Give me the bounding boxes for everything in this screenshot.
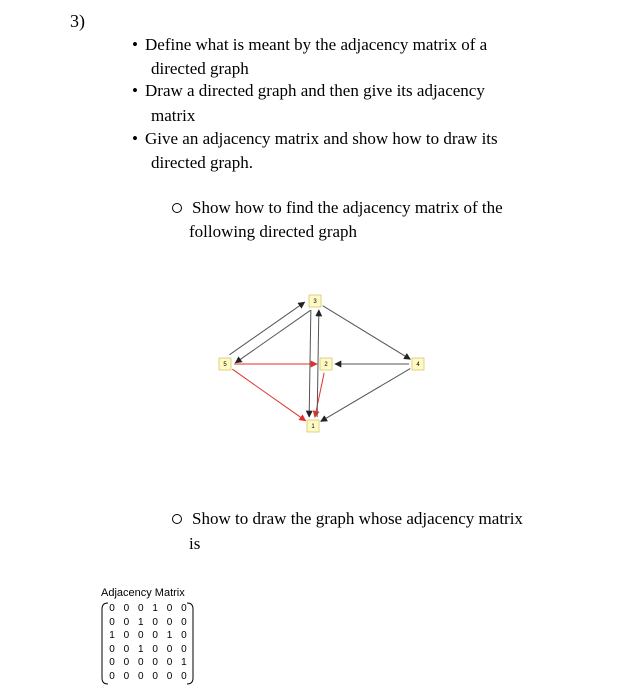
graph-edge-4-to-1 [321,369,411,422]
matrix-cell: 0 [181,670,187,682]
matrix-cell: 0 [181,603,187,614]
matrix-cell: 0 [166,643,173,655]
graph-node-5 [219,358,231,370]
matrix-row [106,657,190,669]
matrix-cell: 0 [166,657,173,668]
matrix-cell: 1 [181,657,187,668]
matrix-cell: 0 [109,616,115,628]
matrix-cell: 0 [181,630,187,641]
matrix-cell: 0 [181,616,187,628]
graph-edge-5-to-1 [232,369,305,421]
matrix-cell: 1 [138,643,144,655]
graph-node-3 [309,295,321,307]
graph-node-label: 4 [416,362,420,368]
matrix-cell: 0 [123,603,130,614]
matrix-row [106,671,190,683]
matrix-cell: 0 [152,643,158,655]
matrix-row [106,644,190,656]
matrix-cell: 0 [123,616,130,628]
adjacency-matrix [101,601,194,686]
matrix-cell: 0 [166,616,173,628]
question-number: 3) [70,11,85,31]
graph-node-label: 1 [311,424,315,430]
matrix-row [106,630,190,642]
matrix-cell: 0 [152,630,158,641]
graph-node-label: 3 [313,299,317,305]
graph-node-2 [320,358,332,370]
graph-node-1 [307,420,319,432]
subtask-1-line-1: Show how to find the adjacency matrix of the [192,198,503,217]
subtask-2-line-1: Show to draw the graph whose adjacency matrix [192,509,523,528]
graph-edge-5-to-3 [229,302,304,355]
matrix-row [106,603,190,615]
matrix-row [106,617,190,629]
bullet-1-line-1: Define what is meant by the adjacency matrix of a [145,35,488,54]
bullet-2-line-1: Draw a directed graph and then give its adjacency [145,81,485,100]
bullet-2-line-2: matrix [151,106,196,125]
matrix-cell: 0 [166,603,173,614]
bullet-dot: • [132,129,138,148]
bullet-3-line-1: Give an adjacency matrix and show how to draw its [145,129,498,148]
matrix-cell: 0 [138,670,144,682]
matrix-cell: 0 [123,630,130,641]
matrix-cell: 0 [109,643,115,655]
matrix-cell: 0 [181,643,187,655]
bullet-dot: • [132,81,138,100]
matrix-cell: 0 [109,670,115,682]
matrix-cell: 0 [138,603,144,614]
matrix-cell: 0 [152,657,158,668]
subtask-1-line-2: following directed graph [189,222,358,241]
subtask-2-line-2: is [189,534,201,553]
matrix-cell: 1 [138,616,144,628]
graph-node-4 [412,358,424,370]
graph-node-label: 2 [324,362,328,368]
graph-edge-3-to-4 [323,306,411,360]
matrix-cell: 0 [138,630,144,641]
bullet-dot: • [132,35,138,54]
matrix-cell: 0 [123,657,130,668]
matrix-cell: 0 [109,603,115,614]
graph-edge-2-to-1 [315,373,324,417]
matrix-cell: 0 [152,670,158,682]
adjacency-matrix-title: Adjacency Matrix [101,587,185,599]
matrix-cell: 0 [166,670,173,682]
graph-edge-3-to-5 [235,310,310,363]
matrix-cell: 0 [123,670,130,682]
bullet-3-line-2: directed graph. [151,153,253,172]
matrix-cell: 0 [109,657,115,668]
graph-node-label: 5 [223,362,227,368]
matrix-cell: 0 [152,616,158,628]
matrix-cell: 1 [109,630,115,641]
matrix-cell: 0 [123,643,130,655]
matrix-cell: 1 [166,630,173,641]
bullet-1-line-2: directed graph [151,59,249,78]
matrix-cell: 1 [152,603,158,614]
matrix-cell: 0 [138,657,144,668]
